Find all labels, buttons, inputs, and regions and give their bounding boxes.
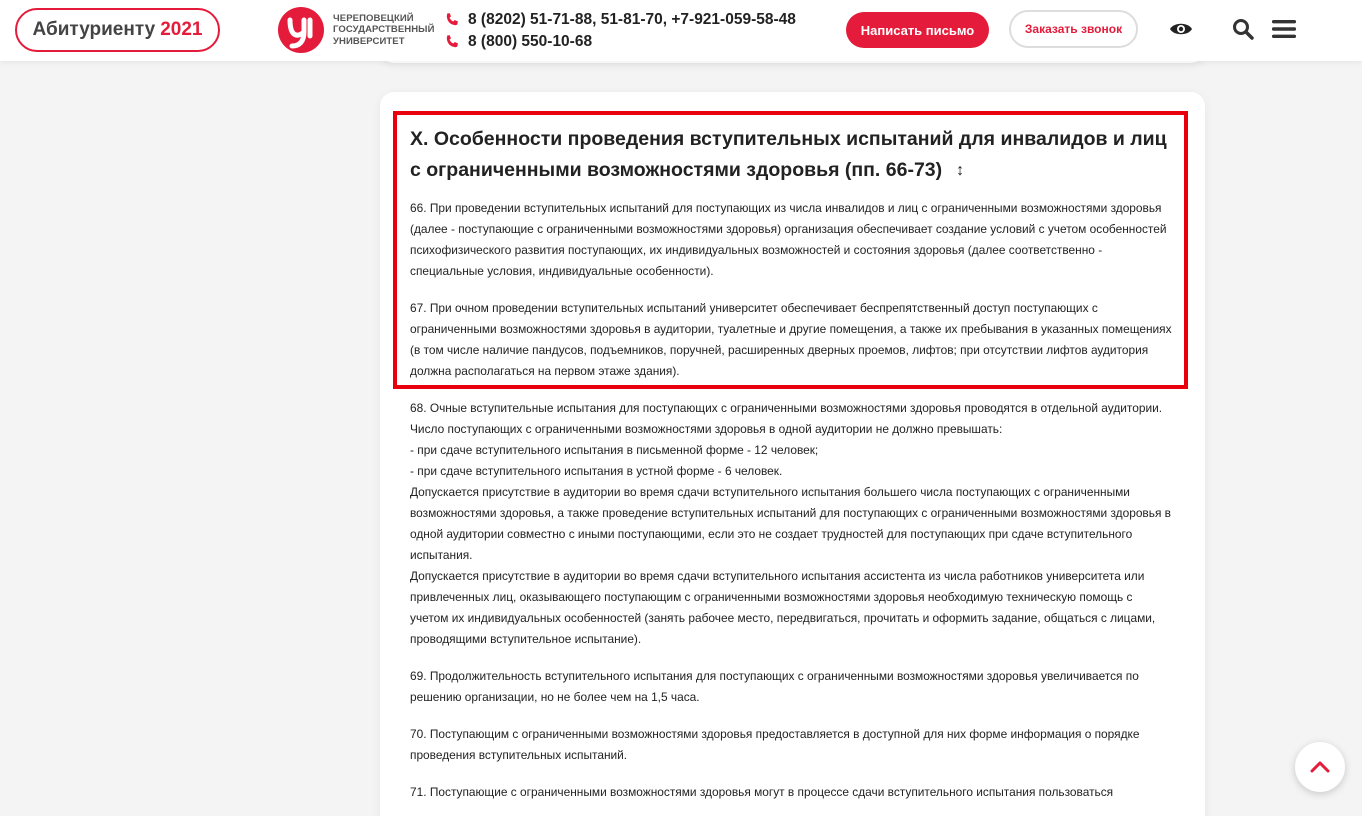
- paragraph-text: 70. Поступающим с ограниченными возможностями здоровья предоставляется в доступной для них форме информация о порядке проведения вступительных испытаний.: [410, 727, 1140, 763]
- paragraph-text: - при сдаче вступительного испытания в письменной форме - 12 человек;: [410, 443, 819, 458]
- expand-toggle-icon[interactable]: ↕: [956, 162, 965, 180]
- paragraph-68: [410, 398, 1172, 650]
- search-icon[interactable]: [1230, 16, 1256, 42]
- paragraph-text: Допускается присутствие в аудитории во время сдачи вступительного испытания большего числа поступающих с ограниченными возможностями здоровья, а также проведение вступительных испытаний для поступающих с ограниченными возможностями здоровья в одной аудитории совместно с иными поступающими, если это не создает трудностей для поступающих при сдаче вступительного испытания.: [410, 485, 1171, 563]
- phone-icon: [444, 34, 460, 50]
- logo-line: ГОСУДАРСТВЕННЫЙ: [333, 24, 435, 36]
- eye-icon[interactable]: [1168, 16, 1194, 42]
- write-letter-button[interactable]: Написать письмо: [846, 12, 989, 48]
- paragraph-71: [410, 782, 1172, 803]
- paragraph-70: [410, 724, 1172, 766]
- phone-number-2: 8 (800) 550-10-68: [468, 33, 593, 50]
- phone-block: [444, 9, 796, 53]
- logo-line: ЧЕРЕПОВЕЦКИЙ: [333, 12, 414, 24]
- applicant-button[interactable]: [15, 8, 220, 52]
- paragraph-text: 66. При проведении вступительных испытаний для поступающих из числа инвалидов и лиц с ограниченными возможностями здоровья (далее - поступающие с ограниченными возможностями здоровья) организация обеспечивает создание условий с учетом особенностей психофизического развития поступающих, их индивидуальных возможностей и состояния здоровья (далее соответственно - специальные условия, индивидуальные особенности).: [410, 201, 1167, 279]
- logo-mark-icon: [277, 6, 325, 54]
- paragraph-text: 69. Продолжительность вступительного испытания для поступающих с ограниченными возможностями здоровья увеличивается по решению организации, но не более чем на 1,5 часа.: [410, 669, 1139, 705]
- paragraph-text: Число поступающих с ограниченными возможностями здоровья в одной аудитории не должно превышать:: [410, 422, 1003, 437]
- phone-line-1[interactable]: [444, 9, 796, 31]
- paragraph-text: 71. Поступающие с ограниченными возможностями здоровья могут в процессе сдачи вступительного испытания пользоваться: [410, 785, 1114, 800]
- university-logo[interactable]: [277, 6, 437, 54]
- paragraph-text: - при сдаче вступительного испытания в устной форме - 6 человек.: [410, 464, 783, 479]
- section-title-text: X. Особенности проведения вступительных испытаний для инвалидов и лиц с ограниченными возможностями здоровья (пп. 66-73): [410, 128, 1167, 181]
- paragraph-text: 68. Очные вступительные испытания для поступающих с ограниченными возможностями здоровья проводятся в отдельной аудитории.: [410, 401, 1163, 416]
- section-content: [410, 124, 1172, 816]
- site-header: [0, 0, 1362, 61]
- menu-icon[interactable]: [1271, 16, 1297, 42]
- paragraph-69: [410, 666, 1172, 708]
- section-title[interactable]: [410, 124, 1172, 186]
- phone-number-1: 8 (8202) 51-71-88, 51-81-70, +7-921-059-58-48: [468, 11, 796, 28]
- paragraph-66: [410, 198, 1172, 282]
- order-call-button[interactable]: Заказать звонок: [1009, 10, 1138, 48]
- chevron-up-icon: [1310, 760, 1330, 774]
- phone-line-2[interactable]: [444, 31, 796, 53]
- applicant-label: Абитуриенту: [32, 19, 156, 40]
- paragraph-67: [410, 298, 1172, 382]
- paragraph-text: Допускается присутствие в аудитории во время сдачи вступительного испытания ассистента из числа работников университета или привлеченных лиц, оказывающего поступающим с ограниченными возможностями здоровья необходимую техническую помощь с учетом их индивидуальных особенностей (занять рабочее место, передвигаться, прочитать и оформить задание, общаться с лицами, проводящими вступительное испытание).: [410, 569, 1156, 647]
- applicant-year: 2021: [160, 19, 203, 40]
- phone-icon: [444, 12, 460, 28]
- paragraph-text: 67. При очном проведении вступительных испытаний университет обеспечивает беспрепятственный доступ поступающих с ограниченными возможностями здоровья в аудитории, туалетные и другие помещения, а также их пребывания в указанных помещениях (в том числе наличие пандусов, подъемников, поручней, расширенных дверных проемов, лифтов; при отсутствии лифтов аудитория должна располагаться на первом этаже здания).: [410, 301, 1172, 379]
- logo-text: [333, 13, 435, 48]
- scroll-to-top-button[interactable]: [1295, 742, 1345, 792]
- logo-line: УНИВЕРСИТЕТ: [333, 35, 405, 47]
